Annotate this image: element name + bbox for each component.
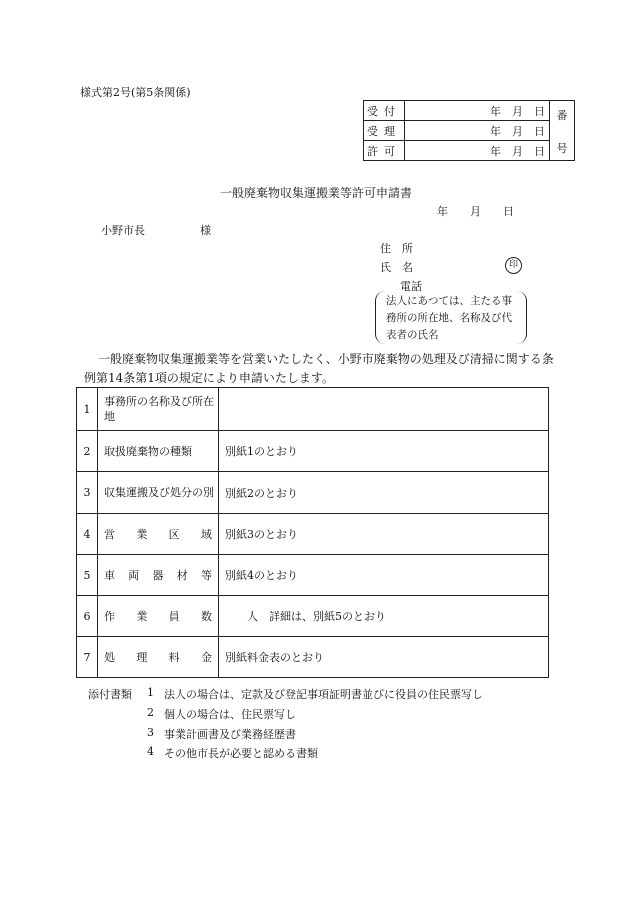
label-char: 等: [201, 568, 212, 582]
item-value: 人 詳細は、別紙5のとおり: [219, 596, 549, 637]
label-char: 処: [104, 650, 115, 664]
number-label-top: 番: [556, 109, 568, 122]
label-char: 車: [104, 568, 115, 582]
item-number: 2: [77, 431, 98, 472]
item-label: [98, 514, 219, 555]
label-char: 業: [136, 609, 148, 623]
label-char: 理: [136, 650, 148, 664]
item-value: 別紙3のとおり: [219, 514, 549, 555]
item-number: 5: [77, 555, 98, 596]
application-statement: 一般廃棄物収集運搬業等を営業いたしたく、小野市廃棄物の処理及び清掃に関する条例第14条第1項の規定により申請いたします。: [84, 352, 554, 385]
table-row: [77, 596, 549, 637]
table-row: [77, 514, 549, 555]
label-char: 区: [168, 527, 180, 541]
item-number: 4: [77, 514, 98, 555]
spread-label: [104, 527, 218, 542]
number-label-bottom: 号: [556, 142, 568, 155]
label-char: 料: [168, 650, 180, 664]
spread-label: [104, 609, 218, 624]
attachment-number: 4: [147, 745, 154, 758]
item-value: [219, 388, 549, 431]
name-label: 氏 名: [380, 261, 413, 274]
item-number: 3: [77, 472, 98, 514]
item-number: 6: [77, 596, 98, 637]
attachment-item: 事業計画書及び業務経歴書: [164, 728, 296, 741]
item-value: 別紙1のとおり: [219, 431, 549, 472]
attachments-heading: 添付書類: [88, 688, 132, 701]
item-number: 7: [77, 637, 98, 678]
application-items-table: [76, 387, 549, 678]
permit-date: 年 月 日: [405, 141, 550, 161]
attachment-item: 個人の場合は、住民票写し: [164, 708, 296, 721]
item-label: 事務所の名称及び所在地: [98, 388, 219, 431]
seal-mark: 印: [505, 257, 522, 274]
acceptance-date: 年 月 日: [405, 121, 550, 141]
attachment-item: その他市長が必要と認める書類: [164, 747, 318, 760]
table-row: [77, 637, 549, 678]
document-title: 一般廃棄物収集運搬業等許可申請書: [220, 186, 413, 200]
item-label: [98, 555, 219, 596]
label-char: 金: [200, 650, 212, 664]
reception-label: 受付: [364, 101, 405, 121]
table-row: [77, 388, 549, 431]
item-label: [98, 637, 219, 678]
label-char: 材: [176, 568, 188, 582]
attachment-number: 3: [147, 726, 154, 739]
form-number: 様式第2号(第5条関係): [80, 86, 191, 99]
label-char: 員: [168, 609, 180, 623]
addressee: 小野市長 様: [101, 224, 211, 237]
reception-box: [363, 100, 575, 161]
table-row: [77, 431, 549, 472]
label-char: 域: [200, 527, 212, 541]
label-char: 営: [104, 527, 115, 541]
label-char: 器: [152, 568, 164, 582]
acceptance-label: 受理: [364, 121, 405, 141]
table-row: [77, 555, 549, 596]
item-value: 別紙料金表のとおり: [219, 637, 549, 678]
permit-label: 許可: [364, 141, 405, 161]
attachment-number: 1: [147, 686, 154, 699]
item-value: 別紙2のとおり: [219, 472, 549, 514]
label-char: 作: [104, 609, 115, 623]
spread-label: [104, 568, 218, 583]
item-label: [98, 596, 219, 637]
label-char: 両: [128, 568, 140, 582]
spread-label: [104, 650, 218, 665]
label-char: 業: [136, 527, 148, 541]
item-value: 別紙4のとおり: [219, 555, 549, 596]
reception-date: 年 月 日: [405, 101, 550, 121]
attachment-item: 法人の場合は、定款及び登記事項証明書並びに役員の住民票写し: [164, 688, 483, 701]
phone-label: 電話: [400, 280, 422, 293]
date-line: 年 月 日: [437, 205, 514, 218]
number-cell: [550, 101, 575, 161]
item-label: 収集運搬及び処分の別: [98, 472, 219, 514]
item-number: 1: [77, 388, 98, 431]
item-label: 取扱廃棄物の種類: [98, 431, 219, 472]
address-label: 住 所: [380, 242, 413, 255]
label-char: 数: [200, 609, 212, 623]
attachment-number: 2: [147, 706, 154, 719]
corporate-note: 法人にあつては、主たる事務所の所在地、名称及び代表者の氏名: [386, 295, 512, 341]
table-row: [77, 472, 549, 514]
